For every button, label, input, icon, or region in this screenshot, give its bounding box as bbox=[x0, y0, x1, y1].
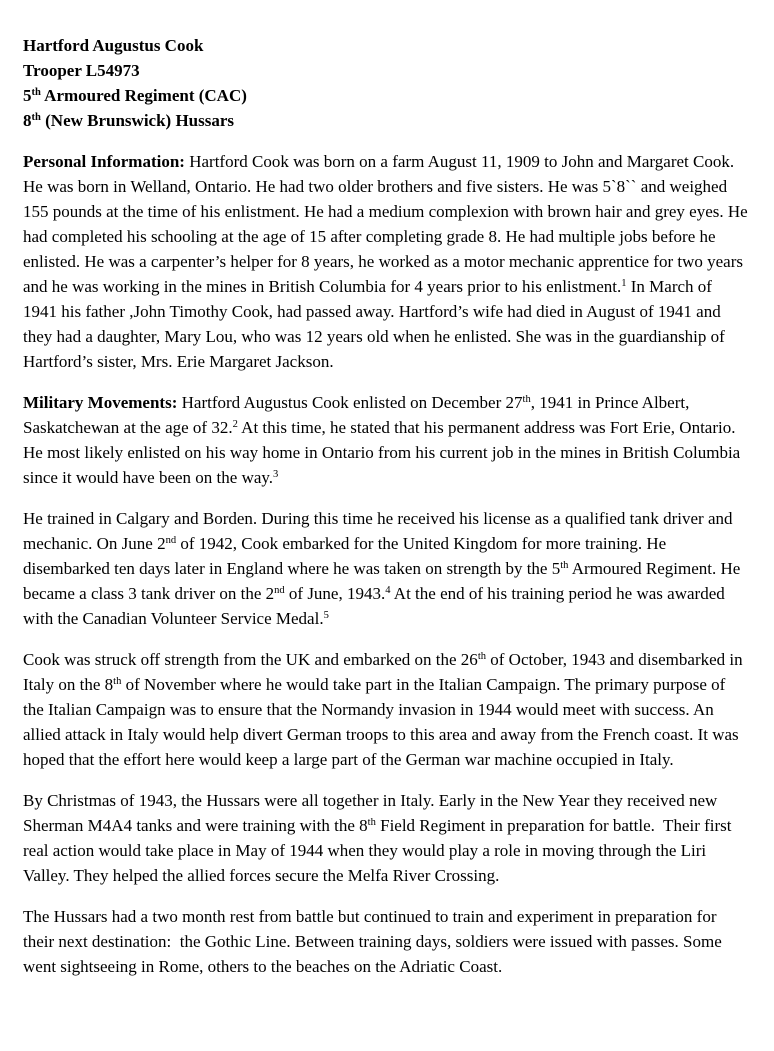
bold-lead-text: Personal Information: bbox=[23, 152, 190, 171]
bold-lead-text: Hartford Augustus Cook bbox=[23, 36, 204, 55]
superscript-text: 3 bbox=[273, 469, 279, 481]
body-text-run: Cook was struck off strength from the UK and embarked on the 26 bbox=[23, 650, 478, 669]
superscript-text: 5 bbox=[323, 610, 329, 622]
bold-lead-text: 5 bbox=[23, 86, 32, 105]
superscript-text: th bbox=[31, 87, 41, 99]
body-text-run: Hartford Augustus Cook enlisted on December 27 bbox=[181, 393, 523, 412]
superscript-text: nd bbox=[274, 585, 285, 597]
personal-information-paragraph bbox=[23, 149, 752, 374]
bold-lead-text: Armoured Regiment (CAC) bbox=[40, 86, 247, 105]
header-name-line bbox=[23, 33, 748, 58]
bold-lead-text: Military Movements: bbox=[23, 393, 182, 412]
body-text-run: of November where he would take part in the Italian Campaign. The primary purpose of the Italian Campaign was to ensure that the Normandy invasion in 1944 would meet with success. An allied attack in Italy would help divert German troops to this area and away from the French coast. It was hoped that the effort here would keep a large part of the German war machine occupied in Italy. bbox=[23, 675, 743, 769]
body-text-run: At this time, he stated that his permanent address was Fort Erie, Ontario. He most likely enlisted on his way home in Ontario from his current job in the mines in British Columbia since it would have been on the way. bbox=[23, 418, 745, 487]
body-text-run: By Christmas of 1943, the Hussars were all together in Italy. Early in the New Year they received new Sherman M4A4 tanks and were training with the 8 bbox=[23, 791, 722, 835]
header-hussars-line bbox=[23, 108, 748, 133]
body-text-run: At the end of his training period he was awarded with the Canadian Volunteer Service Medal. bbox=[23, 584, 729, 628]
body-text-run: Hartford Cook was born on a farm August 11, 1909 to John and Margaret Cook. He was born in Welland, Ontario. He had two older brothers and five sisters. He was 5`8`` and weighed 155 pounds at the time of his enlistment. He had a medium complexion with brown hair and grey eyes. He had completed his schooling at the age of 15 after completing grade 8. He had multiple jobs before he enlisted. He was a carpenter’s helper for 8 years, he worked as a motor mechanic apprentice for two years and he was working in the mines in British Columbia for 4 years prior to his enlistment. bbox=[23, 152, 752, 296]
body-text-run: of October, 1943 and disembarked in Italy on the 8 bbox=[23, 650, 747, 694]
body-text-run: Field Regiment in preparation for battle. Their first real action would take place in May of 1944 when they would play a role in moving through the Liri Valley. They helped the allied forces secure the Melfa River Crossing. bbox=[23, 816, 736, 885]
body-text-run: The Hussars had a two month rest from battle but continued to train and experiment in preparation for their next destination: the Gothic Line. Between training days, soldiers were issued with passes. Some went sightseeing in Rome, others to the beaches on the Adriatic Coast. bbox=[23, 907, 726, 976]
superscript-text: th bbox=[113, 676, 122, 688]
body-text-run: of June, 1943. bbox=[284, 584, 386, 603]
gothic-line-paragraph bbox=[23, 904, 748, 979]
superscript-text: 2 bbox=[232, 419, 238, 431]
superscript-text: th bbox=[367, 817, 376, 829]
military-movements-paragraph bbox=[23, 390, 748, 490]
body-text-run: of 1942, Cook embarked for the United Kingdom for more training. He disembarked ten days later in England where he was taken on strength by the 5 bbox=[23, 534, 671, 578]
superscript-text: th bbox=[522, 394, 531, 406]
body-text-run: , 1941 in Prince Albert, Saskatchewan at the age of 32. bbox=[23, 393, 694, 437]
training-paragraph bbox=[23, 506, 748, 631]
italian-campaign-paragraph bbox=[23, 647, 748, 772]
superscript-text: th bbox=[560, 560, 569, 572]
superscript-text: 1 bbox=[621, 278, 627, 290]
hussars-italy-paragraph bbox=[23, 788, 748, 888]
bold-lead-text: Trooper L54973 bbox=[23, 61, 140, 80]
body-text-run: Armoured Regiment. He became a class 3 tank driver on the 2 bbox=[23, 559, 745, 603]
bold-lead-text: (New Brunswick) Hussars bbox=[40, 111, 235, 130]
superscript-text: 4 bbox=[385, 585, 391, 597]
body-text-run: In March of 1941 his father ,John Timothy Cook, had passed away. Hartford’s wife had died in August of 1941 and they had a daughter, Mary Lou, who was 12 years old when he enlisted. She was in the guardianship of Hartford’s sister, Mrs. Erie Margaret Jackson. bbox=[23, 277, 730, 371]
bold-lead-text: 8 bbox=[23, 111, 32, 130]
superscript-text: nd bbox=[165, 535, 177, 547]
header-rank-line bbox=[23, 58, 748, 83]
header-regiment-line bbox=[23, 83, 748, 108]
body-text-run: He trained in Calgary and Borden. During this time he received his license as a qualified tank driver and mechanic. On June 2 bbox=[23, 509, 737, 553]
superscript-text: th bbox=[477, 651, 487, 663]
superscript-text: th bbox=[31, 112, 41, 124]
